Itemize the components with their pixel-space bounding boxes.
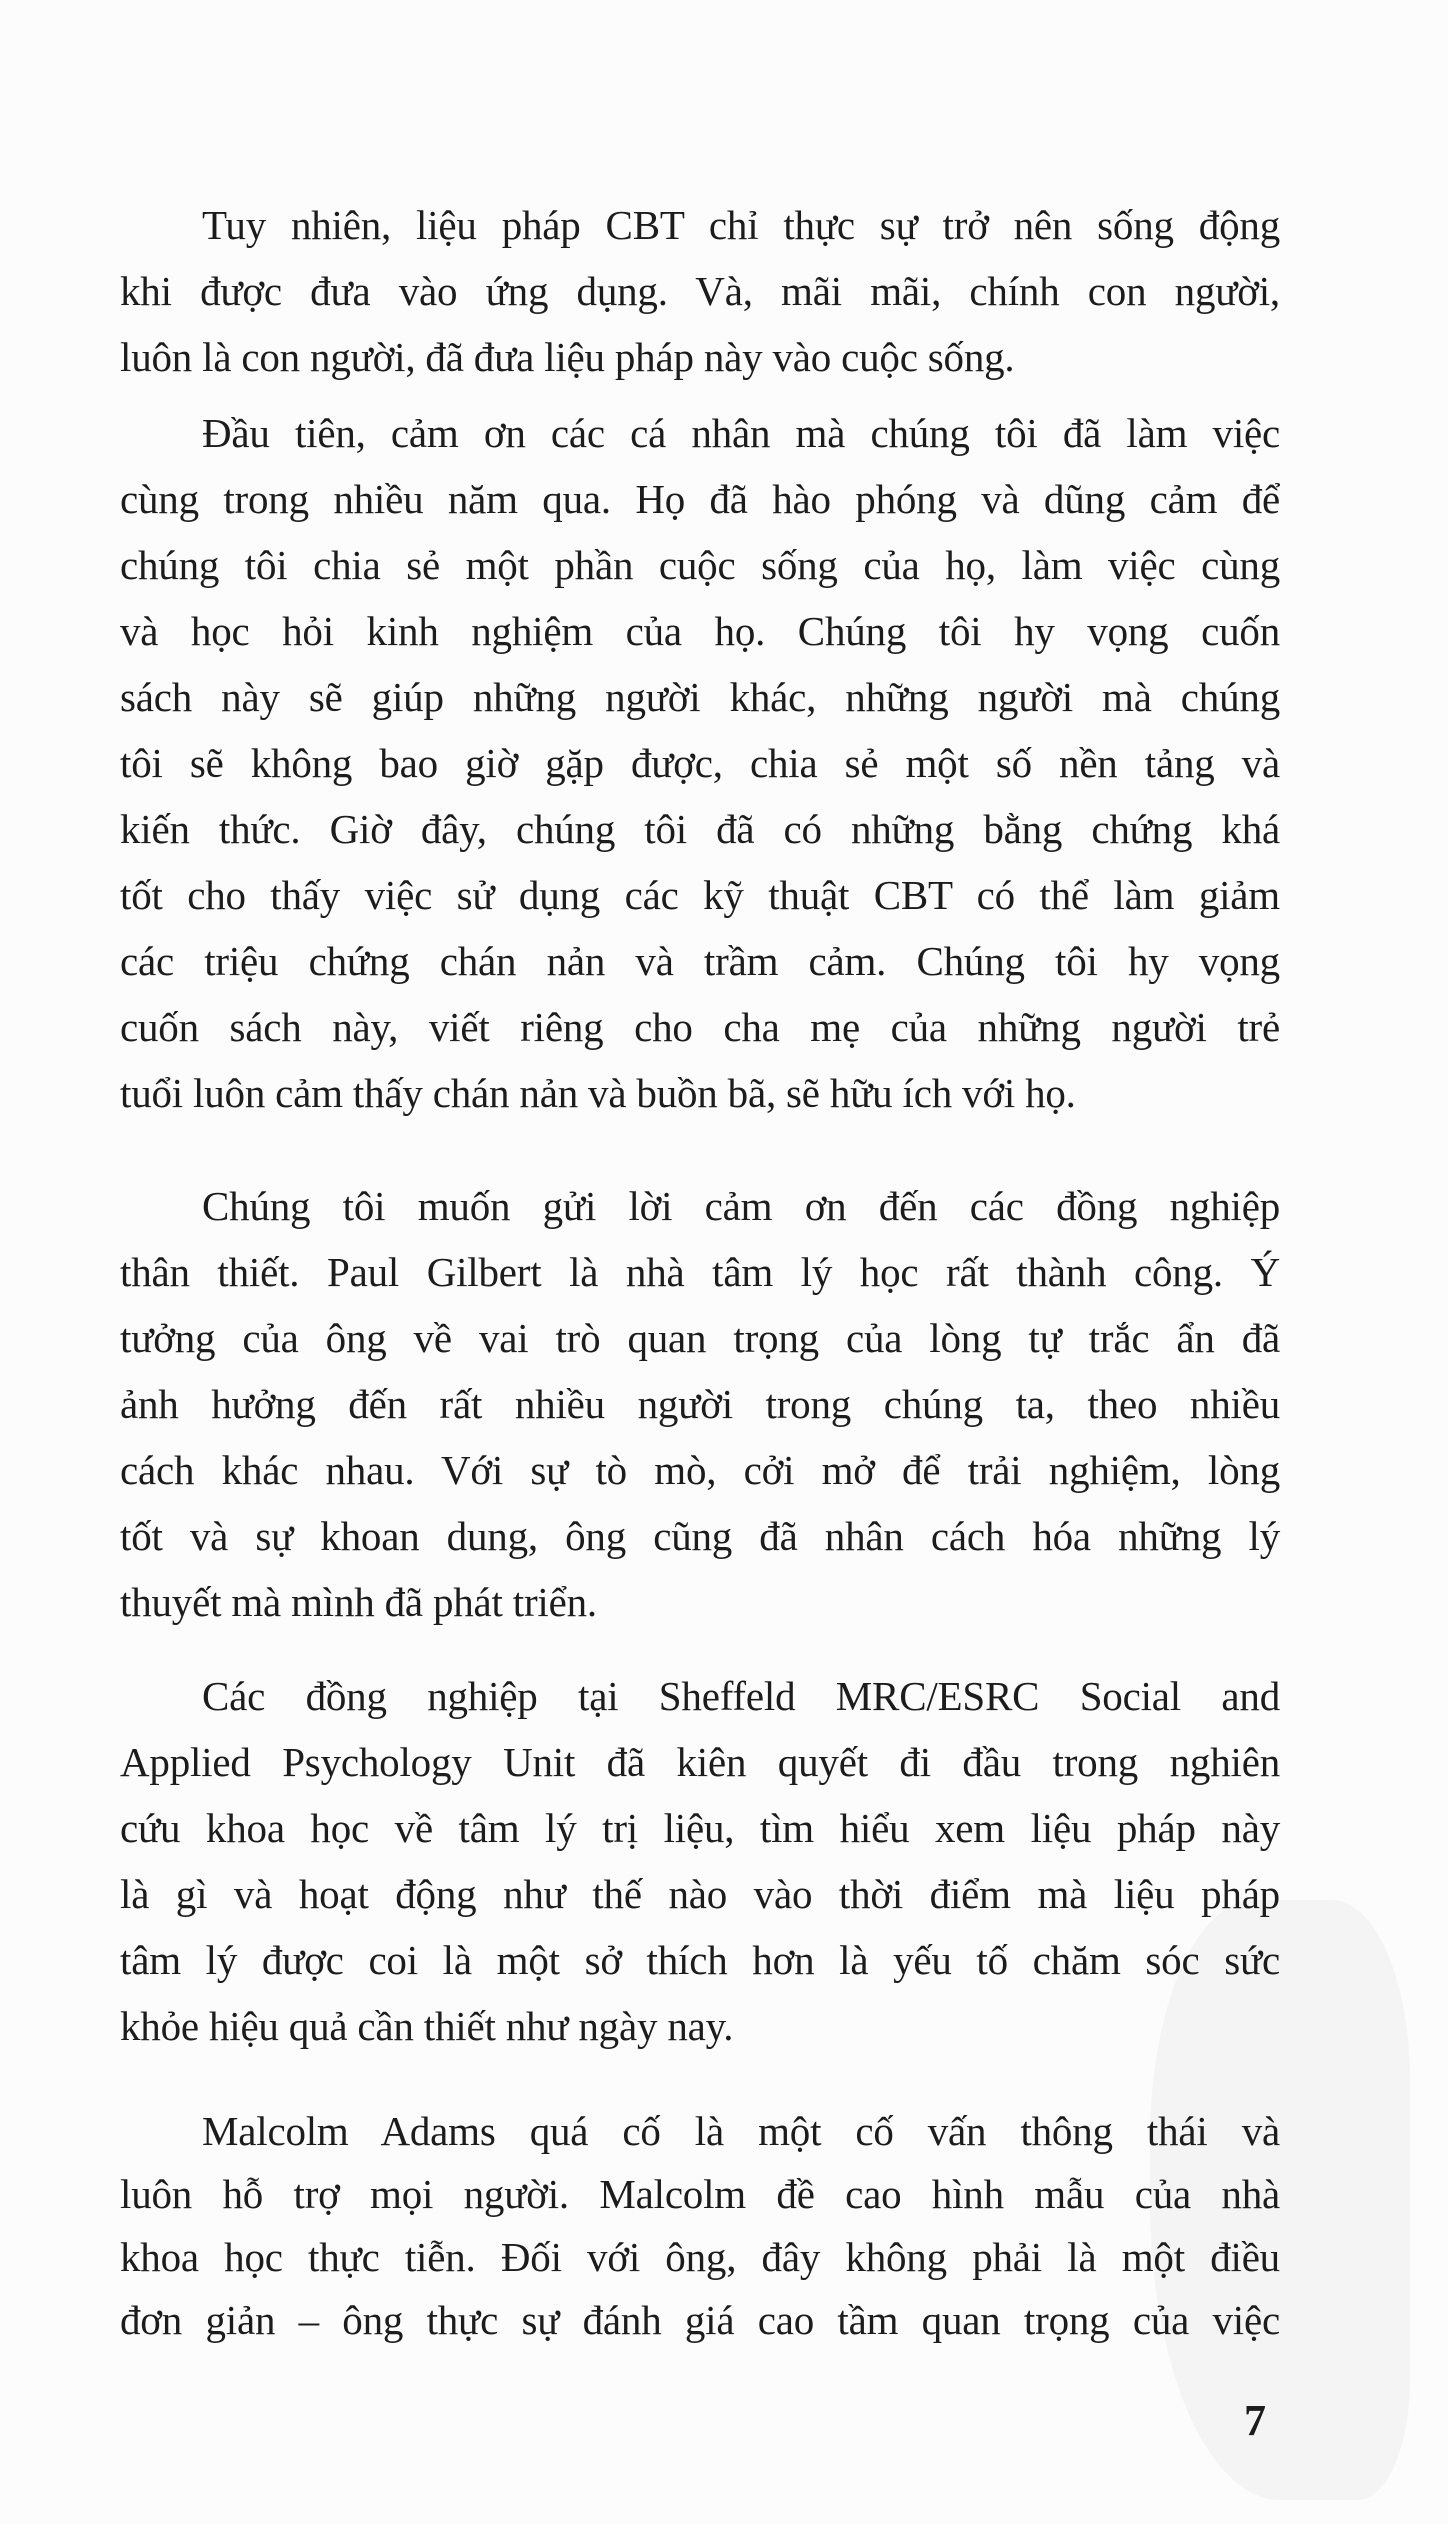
text-line: luôn hỗ trợ mọi người. Malcolm đề cao hình mẫu của nhà <box>120 2171 1280 2217</box>
text-line: là gì và hoạt động như thế nào vào thời điểm mà liệu pháp <box>120 1871 1280 1917</box>
text-line: Đầu tiên, cảm ơn các cá nhân mà chúng tôi đã làm việc <box>202 410 1280 456</box>
text-line: Malcolm Adams quá cố là một cố vấn thông thái và <box>202 2108 1280 2154</box>
paragraph <box>120 1663 1280 2059</box>
text-line: cuốn sách này, viết riêng cho cha mẹ của những người trẻ <box>120 1004 1280 1050</box>
paragraph <box>120 192 1280 390</box>
text-line: tôi sẽ không bao giờ gặp được, chia sẻ một số nền tảng và <box>120 740 1280 786</box>
text-line: sách này sẽ giúp những người khác, những người mà chúng <box>120 674 1280 720</box>
text-line: và học hỏi kinh nghiệm của họ. Chúng tôi hy vọng cuốn <box>120 608 1280 654</box>
text-line: tốt cho thấy việc sử dụng các kỹ thuật CBT có thể làm giảm <box>120 872 1280 918</box>
text-line: các triệu chứng chán nản và trầm cảm. Chúng tôi hy vọng <box>120 938 1280 984</box>
text-line: Tuy nhiên, liệu pháp CBT chỉ thực sự trở nên sống động <box>202 202 1280 248</box>
text-line: tốt và sự khoan dung, ông cũng đã nhân cách hóa những lý <box>120 1513 1280 1559</box>
text-line: cách khác nhau. Với sự tò mò, cởi mở để trải nghiệm, lòng <box>120 1447 1280 1493</box>
text-line: khi được đưa vào ứng dụng. Và, mãi mãi, chính con người, <box>120 268 1280 314</box>
text-line: Applied Psychology Unit đã kiên quyết đi đầu trong nghiên <box>120 1739 1280 1785</box>
text-line: khỏe hiệu quả cần thiết như ngày nay. <box>120 2003 734 2049</box>
paragraph <box>120 2100 1280 2352</box>
text-line: chúng tôi chia sẻ một phần cuộc sống của họ, làm việc cùng <box>120 542 1280 588</box>
text-line: khoa học thực tiễn. Đối với ông, đây không phải là một điều <box>120 2234 1280 2280</box>
text-line: cùng trong nhiều năm qua. Họ đã hào phóng và dũng cảm để <box>120 476 1280 522</box>
text-line: ảnh hưởng đến rất nhiều người trong chúng ta, theo nhiều <box>120 1381 1280 1427</box>
text-line: kiến thức. Giờ đây, chúng tôi đã có những bằng chứng khá <box>120 806 1280 852</box>
text-line: tâm lý được coi là một sở thích hơn là yếu tố chăm sóc sức <box>120 1937 1280 1983</box>
text-line: tưởng của ông về vai trò quan trọng của lòng tự trắc ẩn đã <box>120 1315 1280 1361</box>
text-line: cứu khoa học về tâm lý trị liệu, tìm hiểu xem liệu pháp này <box>120 1805 1280 1851</box>
text-line: tuổi luôn cảm thấy chán nản và buồn bã, sẽ hữu ích với họ. <box>120 1070 1076 1116</box>
text-line: thân thiết. Paul Gilbert là nhà tâm lý học rất thành công. Ý <box>120 1249 1280 1295</box>
paragraph <box>120 1173 1280 1635</box>
text-line: đơn giản – ông thực sự đánh giá cao tầm quan trọng của việc <box>120 2297 1280 2343</box>
text-line: Các đồng nghiệp tại Sheffeld MRC/ESRC Social and <box>202 1673 1280 1719</box>
text-line: luôn là con người, đã đưa liệu pháp này vào cuộc sống. <box>120 334 1015 380</box>
text-line: thuyết mà mình đã phát triển. <box>120 1579 597 1625</box>
text-line: Chúng tôi muốn gửi lời cảm ơn đến các đồng nghiệp <box>202 1183 1280 1229</box>
page-number: 7 <box>1244 2396 1266 2445</box>
paragraph <box>120 400 1280 1126</box>
